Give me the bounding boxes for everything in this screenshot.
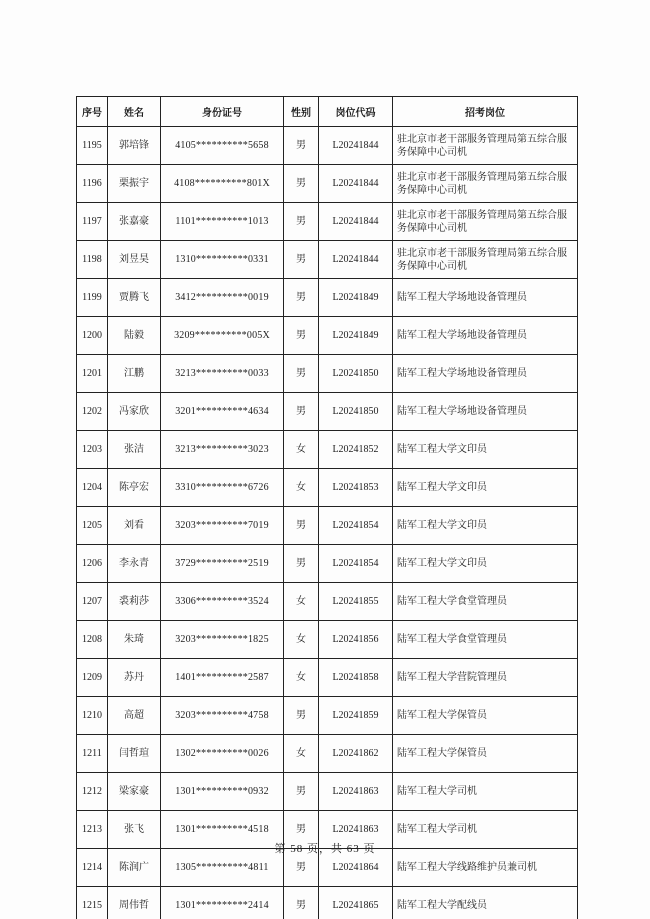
cell-serial-number: 1203 <box>77 431 108 469</box>
cell-post-code: L20241852 <box>319 431 393 469</box>
cell-recruitment-post: 陆军工程大学场地设备管理员 <box>393 355 578 393</box>
cell-gender: 女 <box>284 583 319 621</box>
cell-id-number: 3203**********7019 <box>161 507 284 545</box>
cell-recruitment-post: 驻北京市老干部服务管理局第五综合服务保障中心司机 <box>393 241 578 279</box>
cell-serial-number: 1212 <box>77 773 108 811</box>
cell-serial-number: 1208 <box>77 621 108 659</box>
cell-gender: 男 <box>284 545 319 583</box>
cell-serial-number: 1198 <box>77 241 108 279</box>
cell-serial-number: 1197 <box>77 203 108 241</box>
cell-post-code: L20241863 <box>319 773 393 811</box>
cell-id-number: 1101**********1013 <box>161 203 284 241</box>
cell-serial-number: 1209 <box>77 659 108 697</box>
cell-gender: 女 <box>284 469 319 507</box>
cell-post-code: L20241853 <box>319 469 393 507</box>
cell-recruitment-post: 陆军工程大学营院管理员 <box>393 659 578 697</box>
cell-post-code: L20241854 <box>319 545 393 583</box>
cell-gender: 女 <box>284 659 319 697</box>
table-row <box>77 735 578 773</box>
cell-recruitment-post: 陆军工程大学文印员 <box>393 545 578 583</box>
cell-id-number: 3310**********6726 <box>161 469 284 507</box>
cell-recruitment-post: 陆军工程大学食堂管理员 <box>393 621 578 659</box>
column-header-post-code: 岗位代码 <box>319 97 393 127</box>
cell-recruitment-post: 陆军工程大学食堂管理员 <box>393 583 578 621</box>
cell-post-code: L20241844 <box>319 165 393 203</box>
cell-recruitment-post: 陆军工程大学司机 <box>393 773 578 811</box>
cell-post-code: L20241849 <box>319 279 393 317</box>
cell-serial-number: 1206 <box>77 545 108 583</box>
cell-post-code: L20241844 <box>319 203 393 241</box>
cell-serial-number: 1199 <box>77 279 108 317</box>
cell-id-number: 1310**********0331 <box>161 241 284 279</box>
cell-gender: 男 <box>284 393 319 431</box>
cell-id-number: 1301**********0932 <box>161 773 284 811</box>
cell-post-code: L20241862 <box>319 735 393 773</box>
cell-id-number: 3729**********2519 <box>161 545 284 583</box>
column-header-name: 姓名 <box>108 97 161 127</box>
cell-serial-number: 1200 <box>77 317 108 355</box>
cell-name: 江鹏 <box>108 355 161 393</box>
cell-serial-number: 1201 <box>77 355 108 393</box>
cell-post-code: L20241850 <box>319 355 393 393</box>
table-row <box>77 431 578 469</box>
table-row <box>77 697 578 735</box>
cell-gender: 男 <box>284 203 319 241</box>
table-row <box>77 887 578 919</box>
cell-serial-number: 1215 <box>77 887 108 919</box>
cell-serial-number: 1211 <box>77 735 108 773</box>
cell-id-number: 1401**********2587 <box>161 659 284 697</box>
cell-gender: 男 <box>284 773 319 811</box>
cell-id-number: 3213**********3023 <box>161 431 284 469</box>
cell-id-number: 3203**********1825 <box>161 621 284 659</box>
cell-recruitment-post: 陆军工程大学场地设备管理员 <box>393 317 578 355</box>
cell-post-code: L20241855 <box>319 583 393 621</box>
cell-gender: 男 <box>284 849 319 887</box>
cell-name: 栗振宇 <box>108 165 161 203</box>
cell-gender: 男 <box>284 279 319 317</box>
cell-post-code: L20241865 <box>319 887 393 919</box>
cell-id-number: 4108**********801X <box>161 165 284 203</box>
column-header-serial-number: 序号 <box>77 97 108 127</box>
cell-recruitment-post: 陆军工程大学配线员 <box>393 887 578 919</box>
table-row <box>77 317 578 355</box>
cell-post-code: L20241856 <box>319 621 393 659</box>
cell-post-code: L20241844 <box>319 241 393 279</box>
column-header-gender: 性别 <box>284 97 319 127</box>
cell-post-code: L20241858 <box>319 659 393 697</box>
table-row <box>77 583 578 621</box>
cell-name: 高超 <box>108 697 161 735</box>
table-row <box>77 279 578 317</box>
table-row <box>77 355 578 393</box>
cell-name: 张嘉豪 <box>108 203 161 241</box>
cell-name: 张洁 <box>108 431 161 469</box>
cell-name: 贾腾飞 <box>108 279 161 317</box>
table-row <box>77 773 578 811</box>
table-row <box>77 469 578 507</box>
cell-name: 郭培锋 <box>108 127 161 165</box>
cell-recruitment-post: 驻北京市老干部服务管理局第五综合服务保障中心司机 <box>393 127 578 165</box>
page-number-footer: 第 58 页，共 63 页 <box>274 843 376 855</box>
cell-name: 陈润广 <box>108 849 161 887</box>
cell-recruitment-post: 陆军工程大学场地设备管理员 <box>393 279 578 317</box>
cell-post-code: L20241850 <box>319 393 393 431</box>
cell-id-number: 1302**********0026 <box>161 735 284 773</box>
cell-name: 朱琦 <box>108 621 161 659</box>
cell-post-code: L20241864 <box>319 849 393 887</box>
cell-post-code: L20241854 <box>319 507 393 545</box>
cell-gender: 女 <box>284 735 319 773</box>
cell-gender: 男 <box>284 241 319 279</box>
cell-serial-number: 1202 <box>77 393 108 431</box>
cell-recruitment-post: 陆军工程大学文印员 <box>393 507 578 545</box>
cell-gender: 女 <box>284 431 319 469</box>
cell-recruitment-post: 陆军工程大学文印员 <box>393 469 578 507</box>
cell-serial-number: 1196 <box>77 165 108 203</box>
table-row <box>77 203 578 241</box>
table-row <box>77 507 578 545</box>
cell-id-number: 1305**********4811 <box>161 849 284 887</box>
cell-id-number: 4105**********5658 <box>161 127 284 165</box>
cell-name: 苏丹 <box>108 659 161 697</box>
cell-name: 梁家豪 <box>108 773 161 811</box>
cell-gender: 男 <box>284 887 319 919</box>
cell-gender: 男 <box>284 165 319 203</box>
cell-recruitment-post: 陆军工程大学司机 <box>393 811 578 849</box>
cell-name: 李永青 <box>108 545 161 583</box>
cell-id-number: 3412**********0019 <box>161 279 284 317</box>
cell-serial-number: 1195 <box>77 127 108 165</box>
table-row <box>77 545 578 583</box>
cell-name: 陈亭宏 <box>108 469 161 507</box>
table-row <box>77 127 578 165</box>
cell-recruitment-post: 驻北京市老干部服务管理局第五综合服务保障中心司机 <box>393 203 578 241</box>
cell-recruitment-post: 陆军工程大学文印员 <box>393 431 578 469</box>
cell-id-number: 3209**********005X <box>161 317 284 355</box>
cell-serial-number: 1204 <box>77 469 108 507</box>
cell-serial-number: 1214 <box>77 849 108 887</box>
cell-post-code: L20241844 <box>319 127 393 165</box>
cell-recruitment-post: 陆军工程大学保管员 <box>393 735 578 773</box>
cell-serial-number: 1213 <box>77 811 108 849</box>
cell-recruitment-post: 陆军工程大学场地设备管理员 <box>393 393 578 431</box>
cell-serial-number: 1210 <box>77 697 108 735</box>
cell-id-number: 1301**********4518 <box>161 811 284 849</box>
column-header-recruitment-post: 招考岗位 <box>393 97 578 127</box>
cell-gender: 男 <box>284 317 319 355</box>
cell-gender: 男 <box>284 697 319 735</box>
cell-recruitment-post: 陆军工程大学线路维护员兼司机 <box>393 849 578 887</box>
table-header-row <box>77 97 578 127</box>
cell-gender: 男 <box>284 355 319 393</box>
cell-post-code: L20241859 <box>319 697 393 735</box>
cell-gender: 男 <box>284 811 319 849</box>
cell-id-number: 1301**********2414 <box>161 887 284 919</box>
table-row <box>77 659 578 697</box>
cell-serial-number: 1205 <box>77 507 108 545</box>
cell-name: 闫哲瑄 <box>108 735 161 773</box>
cell-name: 周伟哲 <box>108 887 161 919</box>
table-row <box>77 241 578 279</box>
recruitment-roster-table <box>76 96 578 919</box>
table-row <box>77 621 578 659</box>
cell-name: 刘昱昊 <box>108 241 161 279</box>
cell-gender: 女 <box>284 621 319 659</box>
cell-name: 张飞 <box>108 811 161 849</box>
cell-name: 冯家欣 <box>108 393 161 431</box>
cell-id-number: 3213**********0033 <box>161 355 284 393</box>
cell-post-code: L20241849 <box>319 317 393 355</box>
cell-gender: 男 <box>284 127 319 165</box>
table-row <box>77 165 578 203</box>
cell-recruitment-post: 驻北京市老干部服务管理局第五综合服务保障中心司机 <box>393 165 578 203</box>
column-header-id-number: 身份证号 <box>161 97 284 127</box>
cell-post-code: L20241863 <box>319 811 393 849</box>
cell-name: 陆毅 <box>108 317 161 355</box>
cell-id-number: 3203**********4758 <box>161 697 284 735</box>
cell-name: 裘莉莎 <box>108 583 161 621</box>
cell-gender: 男 <box>284 507 319 545</box>
table-row <box>77 393 578 431</box>
cell-name: 刘看 <box>108 507 161 545</box>
cell-recruitment-post: 陆军工程大学保管员 <box>393 697 578 735</box>
cell-id-number: 3306**********3524 <box>161 583 284 621</box>
cell-serial-number: 1207 <box>77 583 108 621</box>
cell-id-number: 3201**********4634 <box>161 393 284 431</box>
